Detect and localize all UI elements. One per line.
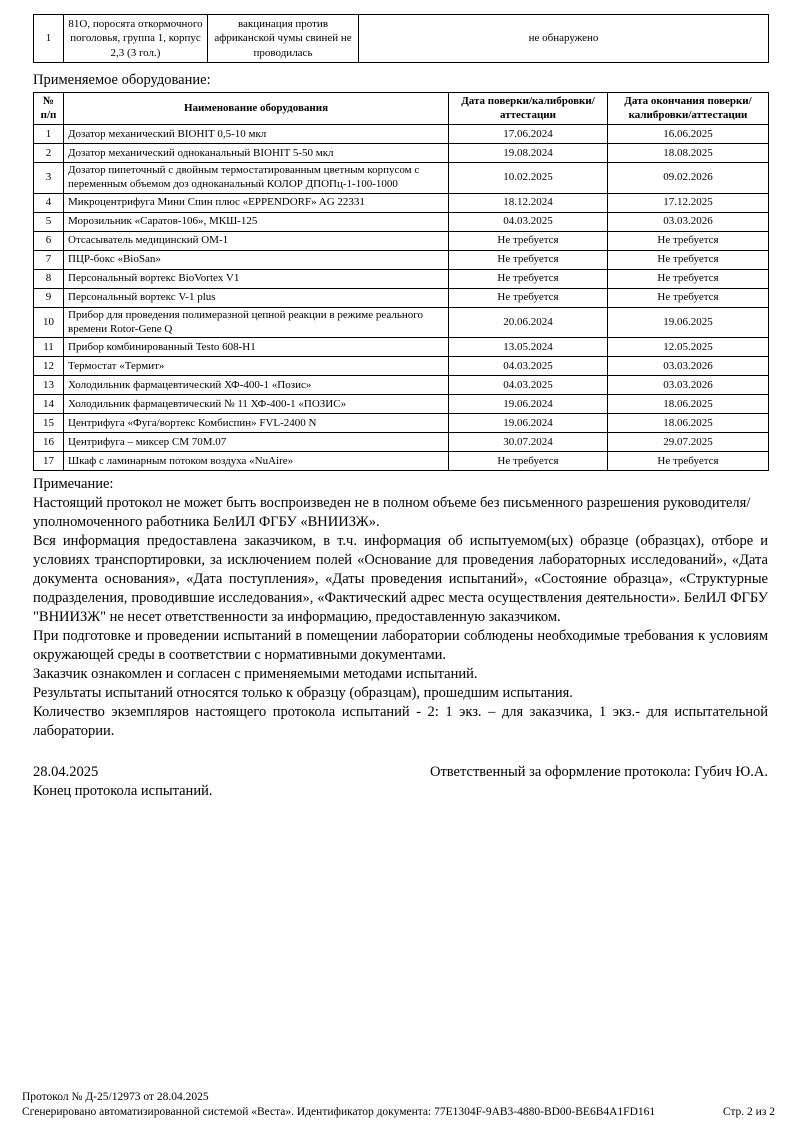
verification-date: 30.07.2024 <box>449 433 608 452</box>
equipment-name: Дозатор пипеточный с двойным термостатированным цветным корпусом с переменным объемом доз одноканальный КОЛОР ДПОПц-1-100-1000 <box>64 163 449 194</box>
verification-date: Не требуется <box>449 269 608 288</box>
verification-date: 20.06.2024 <box>449 307 608 338</box>
equipment-row <box>34 125 769 144</box>
equipment-name: Прибор для проведения полимеразной цепной реакции в режиме реального времени Rotor-Gene Q <box>64 307 449 338</box>
equipment-name: ПЦР-бокс «BioSan» <box>64 250 449 269</box>
equipment-row-num: 2 <box>34 144 64 163</box>
equipment-row-num: 5 <box>34 212 64 231</box>
equipment-row <box>34 288 769 307</box>
verification-end-date: 03.03.2026 <box>608 376 769 395</box>
equipment-row-num: 6 <box>34 231 64 250</box>
verification-end-date: 18.08.2025 <box>608 144 769 163</box>
equipment-row-num: 13 <box>34 376 64 395</box>
equipment-row-num: 16 <box>34 433 64 452</box>
equipment-row-num: 3 <box>34 163 64 194</box>
equipment-header-row <box>34 92 769 125</box>
verification-end-date: Не требуется <box>608 269 769 288</box>
footer-protocol-number: Протокол № Д-25/12973 от 28.04.2025 <box>22 1091 209 1104</box>
equipment-name: Центрифуга «Фуга/вортекс Комбиспин» FVL-2400 N <box>64 414 449 433</box>
col-header-num: № п/п <box>34 92 64 125</box>
protocol-date: 28.04.2025 <box>33 764 99 781</box>
equipment-row-num: 10 <box>34 307 64 338</box>
equipment-row <box>34 231 769 250</box>
equipment-row-num: 15 <box>34 414 64 433</box>
equipment-row-num: 4 <box>34 193 64 212</box>
footer-generated-info: Сгенерировано автоматизированной системой «Веста». Идентификатор документа: 77E1304F-9AB3-4880-BD00-BE6B4A1FD161 <box>22 1105 656 1118</box>
sample-row-num: 1 <box>34 15 64 63</box>
verification-date: Не требуется <box>449 288 608 307</box>
equipment-row-num: 8 <box>34 269 64 288</box>
verification-end-date: Не требуется <box>608 250 769 269</box>
verification-end-date: 12.05.2025 <box>608 338 769 357</box>
equipment-row <box>34 250 769 269</box>
equipment-name: Морозильник «Саратов-106», МКШ-125 <box>64 212 449 231</box>
equipment-table <box>33 92 769 472</box>
equipment-name: Персональный вортекс V-1 plus <box>64 288 449 307</box>
equipment-row <box>34 414 769 433</box>
end-of-protocol: Конец протокола испытаний. <box>33 783 213 800</box>
equipment-name: Холодильник фармацевтический № 11 ХФ-400-1 «ПОЗИС» <box>64 395 449 414</box>
page-footer <box>22 1090 775 1119</box>
equipment-row-num: 11 <box>34 338 64 357</box>
equipment-row <box>34 193 769 212</box>
verification-date: 04.03.2025 <box>449 376 608 395</box>
equipment-name: Отсасыватель медицинский ОМ-1 <box>64 231 449 250</box>
sample-vaccination-info: вакцинация против африканской чумы свиней не проводилась <box>208 15 359 63</box>
verification-date: 13.05.2024 <box>449 338 608 357</box>
verification-end-date: Не требуется <box>608 231 769 250</box>
equipment-row-num: 1 <box>34 125 64 144</box>
verification-date: 04.03.2025 <box>449 212 608 231</box>
sample-result: не обнаружено <box>359 15 769 63</box>
equipment-name: Центрифуга – миксер СМ 70М.07 <box>64 433 449 452</box>
equipment-name: Шкаф с ламинарным потоком воздуха «NuAire» <box>64 452 449 471</box>
equipment-row <box>34 144 769 163</box>
footer-second-line <box>22 1105 775 1119</box>
verification-end-date: 29.07.2025 <box>608 433 769 452</box>
equipment-row <box>34 452 769 471</box>
col-header-name: Наименование оборудования <box>64 92 449 125</box>
verification-date: Не требуется <box>449 452 608 471</box>
equipment-row <box>34 163 769 194</box>
verification-date: 17.06.2024 <box>449 125 608 144</box>
equipment-name: Микроцентрифуга Мини Спин плюс «EPPENDORF» AG 22331 <box>64 193 449 212</box>
note-paragraph: Количество экземпляров настоящего протокола испытаний - 2: 1 экз. – для заказчика, 1 экз.- для испытательной лаборатории. <box>33 704 768 740</box>
verification-end-date: 09.02.2026 <box>608 163 769 194</box>
verification-end-date: Не требуется <box>608 452 769 471</box>
equipment-row <box>34 395 769 414</box>
equipment-name: Персональный вортекс BioVortex V1 <box>64 269 449 288</box>
verification-end-date: 16.06.2025 <box>608 125 769 144</box>
verification-date: 19.06.2024 <box>449 395 608 414</box>
equipment-row-num: 12 <box>34 357 64 376</box>
verification-end-date: 19.06.2025 <box>608 307 769 338</box>
note-paragraph: Вся информация предоставлена заказчиком, в т.ч. информация об испытуемом(ых) образце (образцах), отборе и условиях транспортировки, за исключением полей «Основание для проведения лабораторных исследований», «Дата документа основания», «Дата поступления», «Даты проведения испытаний», «Состояние образца», «Структурные подразделения, проводившие исследования», «Фактический адрес места осуществления деятельности». БелИЛ ФГБУ "ВНИИЗЖ" не несет ответственности за информацию, предоставленную заказчиком. <box>33 533 768 626</box>
responsible-person: Ответственный за оформление протокола: Губич Ю.А. <box>429 764 768 781</box>
verification-end-date: 03.03.2026 <box>608 357 769 376</box>
verification-end-date: 18.06.2025 <box>608 395 769 414</box>
signoff-row <box>33 764 768 781</box>
note-paragraph: Результаты испытаний относятся только к образцу (образцам), прошедшим испытания. <box>33 685 573 702</box>
equipment-table-body <box>34 125 769 471</box>
equipment-name: Дозатор механический одноканальный BIOHIT 5-50 мкл <box>64 144 449 163</box>
equipment-row <box>34 433 769 452</box>
verification-date: Не требуется <box>449 231 608 250</box>
sample-description: 81О, поросята откормочного поголовья, группа 1, корпус 2,3 (3 гол.) <box>64 15 208 63</box>
col-header-end-date: Дата окончания поверки/калибровки/аттестации <box>608 92 769 125</box>
equipment-row <box>34 269 769 288</box>
equipment-row <box>34 357 769 376</box>
col-header-date: Дата поверки/калибровки/аттестации <box>449 92 608 125</box>
verification-date: 18.12.2024 <box>449 193 608 212</box>
notes-heading: Примечание: <box>33 476 114 493</box>
verification-date: 04.03.2025 <box>449 357 608 376</box>
verification-end-date: 03.03.2026 <box>608 212 769 231</box>
verification-date: Не требуется <box>449 250 608 269</box>
note-paragraph: При подготовке и проведении испытаний в помещении лаборатории соблюдены необходимые требования к условиям окружающей среды в соответствии с нормативными документами. <box>33 628 768 664</box>
verification-end-date: Не требуется <box>608 288 769 307</box>
verification-end-date: 17.12.2025 <box>608 193 769 212</box>
sample-row <box>34 15 769 63</box>
equipment-row-num: 9 <box>34 288 64 307</box>
verification-date: 19.08.2024 <box>449 144 608 163</box>
note-paragraph: Настоящий протокол не может быть воспроизведен не в полном объеме без письменного разрешения руководителя/уполномоченного работника БелИЛ ФГБУ «ВНИИЗЖ». <box>33 495 751 531</box>
equipment-row <box>34 212 769 231</box>
equipment-row-num: 14 <box>34 395 64 414</box>
equipment-name: Дозатор механический BIOHIT 0,5-10 мкл <box>64 125 449 144</box>
equipment-name: Термостат «Термит» <box>64 357 449 376</box>
equipment-heading: Применяемое оборудование: <box>33 71 211 88</box>
verification-end-date: 18.06.2025 <box>608 414 769 433</box>
equipment-name: Холодильник фармацевтический ХФ-400-1 «Позис» <box>64 376 449 395</box>
equipment-name: Прибор комбинированный Testo 608-H1 <box>64 338 449 357</box>
equipment-row <box>34 376 769 395</box>
notes-section <box>33 475 768 741</box>
footer-page-number: Стр. 2 из 2 <box>722 1105 775 1118</box>
equipment-row <box>34 338 769 357</box>
sample-results-table <box>33 14 769 63</box>
verification-date: 10.02.2025 <box>449 163 608 194</box>
equipment-row-num: 7 <box>34 250 64 269</box>
note-paragraph: Заказчик ознакомлен и согласен с применяемыми методами испытаний. <box>33 666 478 683</box>
equipment-row-num: 17 <box>34 452 64 471</box>
verification-date: 19.06.2024 <box>449 414 608 433</box>
equipment-row <box>34 307 769 338</box>
